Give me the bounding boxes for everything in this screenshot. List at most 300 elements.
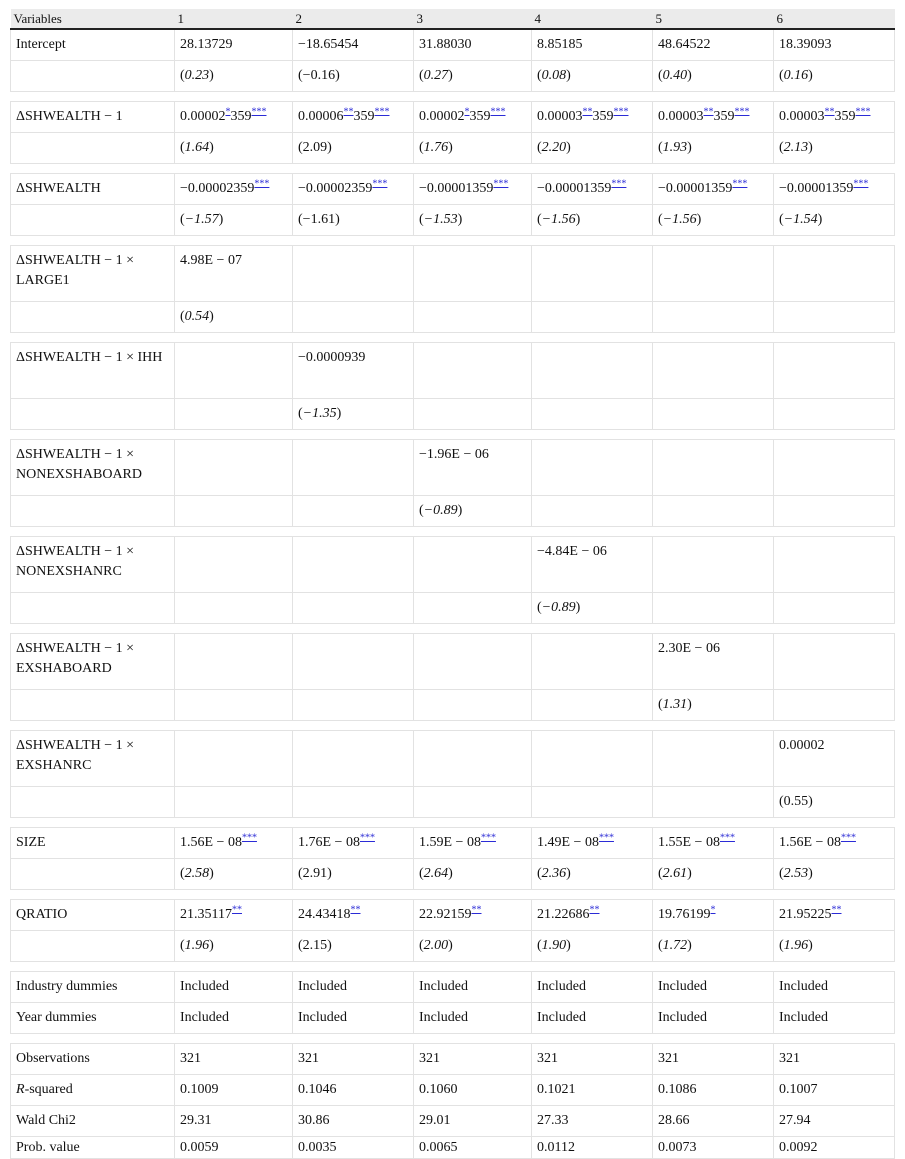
value-cell	[774, 731, 895, 787]
row-label	[11, 828, 175, 859]
t-statistic: 2.13	[783, 140, 809, 155]
row-label	[11, 900, 175, 931]
spacer-cell	[293, 962, 414, 972]
stat-row	[11, 1075, 895, 1106]
value-cell: (−1.54)	[774, 205, 895, 236]
coefficient	[298, 904, 361, 922]
value-cell	[293, 246, 414, 302]
value-cell	[532, 537, 653, 593]
significance-link[interactable]: **	[582, 106, 593, 118]
value-cell: (0.40)	[653, 61, 774, 92]
significance-link[interactable]: ***	[490, 106, 506, 118]
value-cell	[414, 399, 532, 430]
value-cell: (−1.56)	[532, 205, 653, 236]
spacer-cell	[11, 333, 175, 343]
value-cell	[653, 1075, 774, 1106]
value-cell: (1.96)	[774, 931, 895, 962]
coefficient-value-suffix: 359	[713, 109, 735, 124]
t-statistic: 2.15	[302, 938, 328, 953]
coefficient-value-suffix: 359	[834, 109, 856, 124]
coefficient-value: 2.30E − 06	[658, 641, 720, 656]
row-label-text: Intercept	[16, 37, 66, 52]
significance-link[interactable]: ***	[613, 106, 629, 118]
spacer-cell	[293, 92, 414, 102]
row-label	[11, 29, 175, 61]
row-label	[11, 690, 175, 721]
cell-value: 0.1086	[658, 1082, 697, 1097]
coefficient-value: 19.76199	[658, 907, 711, 922]
tstat-row	[11, 61, 895, 92]
spacer-cell	[11, 430, 175, 440]
spacer-cell	[414, 624, 532, 634]
header-model-3: 3	[414, 9, 532, 29]
value-cell	[293, 593, 414, 624]
value-cell	[414, 440, 532, 496]
significance-link[interactable]: ***	[840, 832, 856, 844]
value-cell	[774, 1106, 895, 1137]
spacer-cell	[532, 624, 653, 634]
significance-link[interactable]: ***	[359, 832, 375, 844]
value-cell	[293, 440, 414, 496]
value-cell: (1.96)	[175, 931, 293, 962]
row-label	[11, 787, 175, 818]
coefficient-value: 0.00003	[537, 109, 583, 124]
value-cell	[414, 102, 532, 133]
value-cell	[532, 787, 653, 818]
coefficient-row	[11, 343, 895, 399]
spacer-cell	[653, 92, 774, 102]
value-cell: (1.72)	[653, 931, 774, 962]
spacer-cell	[414, 1034, 532, 1044]
row-label	[11, 102, 175, 133]
spacer-cell	[532, 430, 653, 440]
t-statistic: 2.64	[423, 866, 449, 881]
value-cell	[532, 29, 653, 61]
value-cell	[293, 972, 414, 1003]
row-label	[11, 859, 175, 890]
value-cell	[414, 900, 532, 931]
cell-value: Included	[419, 979, 468, 994]
spacer-cell	[653, 430, 774, 440]
value-cell	[293, 1137, 414, 1159]
spacer-cell	[175, 962, 293, 972]
row-label-italic: R	[16, 1082, 25, 1097]
t-statistic: −1.57	[184, 212, 219, 227]
value-cell	[774, 246, 895, 302]
cell-value: 0.0059	[180, 1140, 219, 1155]
value-cell	[414, 1075, 532, 1106]
spacer-cell	[175, 818, 293, 828]
significance-link[interactable]: **	[350, 904, 361, 916]
spacer-cell	[653, 527, 774, 537]
significance-link[interactable]: ***	[372, 178, 388, 190]
significance-link[interactable]: ***	[374, 106, 390, 118]
value-cell	[175, 1003, 293, 1034]
row-label-text: ΔSHWEALTH − 1	[16, 109, 123, 124]
value-cell	[774, 1075, 895, 1106]
value-cell	[414, 1137, 532, 1159]
value-cell	[653, 1137, 774, 1159]
row-label-text: ΔSHWEALTH − 1 × EXSHANRC	[16, 738, 134, 773]
spacer-cell	[653, 721, 774, 731]
coefficient-value: −0.00001359	[419, 181, 494, 196]
value-cell	[532, 174, 653, 205]
row-label-text: Year dummies	[16, 1010, 97, 1025]
spacer-cell	[653, 333, 774, 343]
coefficient-value: 24.43418	[298, 907, 351, 922]
value-cell: (−0.89)	[532, 593, 653, 624]
significance-link[interactable]: ***	[719, 832, 735, 844]
coefficient-value: 1.59E − 08	[419, 835, 481, 850]
value-cell	[175, 1106, 293, 1137]
value-cell	[175, 690, 293, 721]
value-cell	[414, 246, 532, 302]
header-variables: Variables	[11, 9, 175, 29]
significance-link[interactable]: **	[589, 904, 600, 916]
tstat-row	[11, 859, 895, 890]
coefficient-value: 22.92159	[419, 907, 472, 922]
significance-link[interactable]: ***	[480, 832, 496, 844]
cell-value: 321	[298, 1051, 319, 1066]
spacer-cell	[653, 236, 774, 246]
cell-value: Included	[779, 1010, 828, 1025]
coefficient	[537, 37, 583, 52]
spacer-cell	[774, 236, 895, 246]
value-cell: (2.20)	[532, 133, 653, 164]
spacer-cell	[414, 962, 532, 972]
value-cell	[774, 828, 895, 859]
cell-value: 321	[419, 1051, 440, 1066]
spacer-cell	[774, 721, 895, 731]
spacer-cell	[11, 890, 175, 900]
value-cell: (1.90)	[532, 931, 653, 962]
value-cell	[653, 302, 774, 333]
value-cell	[653, 29, 774, 61]
coefficient-value: 0.00002	[779, 738, 825, 753]
cell-value: 27.94	[779, 1113, 811, 1128]
spacer-cell	[293, 430, 414, 440]
spacer-cell	[11, 624, 175, 634]
row-label	[11, 440, 175, 496]
spacer-cell	[11, 527, 175, 537]
coefficient-row	[11, 828, 895, 859]
significance-link[interactable]: *	[225, 106, 231, 118]
spacer-cell	[175, 624, 293, 634]
value-cell	[175, 537, 293, 593]
coefficient	[779, 178, 869, 196]
spacer-cell	[11, 236, 175, 246]
significance-link[interactable]: ***	[611, 178, 627, 190]
significance-link[interactable]: ***	[734, 106, 750, 118]
t-statistic: −0.16	[302, 68, 336, 83]
tstat-row	[11, 302, 895, 333]
spacer-cell	[293, 164, 414, 174]
cell-value: Included	[180, 979, 229, 994]
row-spacer	[11, 890, 895, 900]
significance-link[interactable]: **	[824, 106, 835, 118]
spacer-cell	[293, 721, 414, 731]
value-cell	[532, 102, 653, 133]
regression-table	[10, 9, 895, 1159]
coefficient-value-suffix: 359	[230, 109, 252, 124]
coefficient-value: 1.55E − 08	[658, 835, 720, 850]
t-statistic: 1.76	[423, 140, 449, 155]
value-cell: (0.55)	[774, 787, 895, 818]
coefficient-value-suffix: 359	[353, 109, 375, 124]
value-cell	[653, 634, 774, 690]
value-cell	[653, 174, 774, 205]
spacer-cell	[175, 890, 293, 900]
spacer-cell	[293, 890, 414, 900]
spacer-cell	[653, 1034, 774, 1044]
coefficient-value: 48.64522	[658, 37, 711, 52]
value-cell	[293, 302, 414, 333]
spacer-cell	[293, 624, 414, 634]
coefficient-value: 0.00002	[419, 109, 465, 124]
tstat-row	[11, 787, 895, 818]
significance-link[interactable]: **	[231, 904, 242, 916]
spacer-cell	[293, 1034, 414, 1044]
value-cell	[175, 343, 293, 399]
value-cell	[175, 1044, 293, 1075]
value-cell	[653, 399, 774, 430]
value-cell	[293, 828, 414, 859]
coefficient	[537, 178, 627, 196]
significance-link[interactable]: ***	[251, 106, 267, 118]
coefficient	[779, 37, 832, 52]
spacer-cell	[11, 962, 175, 972]
row-label	[11, 302, 175, 333]
spacer-cell	[774, 430, 895, 440]
value-cell	[414, 537, 532, 593]
cell-value: 321	[537, 1051, 558, 1066]
coefficient-row	[11, 174, 895, 205]
value-cell	[414, 731, 532, 787]
spacer-cell	[532, 527, 653, 537]
value-cell	[414, 1044, 532, 1075]
coefficient-value: −0.00002359	[298, 181, 373, 196]
coefficient	[779, 106, 871, 124]
value-cell	[653, 343, 774, 399]
cell-value: 27.33	[537, 1113, 569, 1128]
spacer-cell	[414, 236, 532, 246]
row-spacer	[11, 92, 895, 102]
stat-row	[11, 972, 895, 1003]
significance-link[interactable]: ***	[493, 178, 509, 190]
cell-value: 29.01	[419, 1113, 451, 1128]
value-cell: (2.61)	[653, 859, 774, 890]
value-cell	[414, 972, 532, 1003]
significance-link[interactable]: ***	[853, 178, 869, 190]
spacer-cell	[532, 333, 653, 343]
value-cell	[653, 900, 774, 931]
value-cell	[414, 828, 532, 859]
spacer-cell	[175, 721, 293, 731]
t-statistic: −1.56	[541, 212, 576, 227]
cell-value: Included	[537, 1010, 586, 1025]
row-label	[11, 593, 175, 624]
value-cell	[774, 496, 895, 527]
significance-link[interactable]: *	[710, 904, 716, 916]
coefficient-value: 18.39093	[779, 37, 832, 52]
row-label-text: Wald Chi2	[16, 1113, 76, 1128]
value-cell	[175, 900, 293, 931]
value-cell	[293, 1003, 414, 1034]
coefficient-value: −0.0000939	[298, 350, 366, 365]
significance-link[interactable]: *	[464, 106, 470, 118]
value-cell	[293, 496, 414, 527]
value-cell	[774, 900, 895, 931]
row-label	[11, 133, 175, 164]
spacer-cell	[175, 527, 293, 537]
spacer-cell	[653, 624, 774, 634]
row-spacer	[11, 333, 895, 343]
row-label-text: ΔSHWEALTH − 1 × NONEXSHANRC	[16, 544, 134, 579]
spacer-cell	[532, 1034, 653, 1044]
t-statistic: 1.90	[541, 938, 567, 953]
spacer-cell	[175, 430, 293, 440]
header-model-5: 5	[653, 9, 774, 29]
value-cell	[175, 828, 293, 859]
row-spacer	[11, 164, 895, 174]
spacer-cell	[774, 818, 895, 828]
significance-link[interactable]: **	[343, 106, 354, 118]
cell-value: 321	[180, 1051, 201, 1066]
coefficient	[419, 832, 496, 850]
significance-link[interactable]: **	[831, 904, 842, 916]
t-statistic: 0.16	[783, 68, 809, 83]
spacer-cell	[774, 164, 895, 174]
t-statistic: 1.96	[783, 938, 809, 953]
row-label	[11, 1075, 175, 1106]
value-cell	[414, 302, 532, 333]
value-cell	[293, 634, 414, 690]
value-cell	[414, 29, 532, 61]
cell-value: 0.0112	[537, 1140, 575, 1155]
significance-link[interactable]: ***	[254, 178, 270, 190]
spacer-cell	[414, 721, 532, 731]
value-cell	[532, 496, 653, 527]
value-cell	[293, 537, 414, 593]
t-statistic: −1.53	[423, 212, 458, 227]
value-cell	[175, 1075, 293, 1106]
value-cell	[774, 302, 895, 333]
significance-link[interactable]: ***	[855, 106, 871, 118]
row-label	[11, 399, 175, 430]
spacer-cell	[293, 236, 414, 246]
value-cell: (−1.57)	[175, 205, 293, 236]
row-label-text: ΔSHWEALTH − 1 × EXSHABOARD	[16, 641, 134, 676]
coefficient-value: 31.88030	[419, 37, 472, 52]
coefficient	[419, 447, 489, 462]
value-cell	[774, 972, 895, 1003]
t-statistic: 1.93	[662, 140, 688, 155]
significance-link[interactable]: **	[471, 904, 482, 916]
coefficient-row	[11, 440, 895, 496]
coefficient	[779, 904, 842, 922]
row-label	[11, 972, 175, 1003]
row-label	[11, 343, 175, 399]
row-label	[11, 634, 175, 690]
value-cell	[653, 1106, 774, 1137]
value-cell	[293, 1075, 414, 1106]
cell-value: 0.1021	[537, 1082, 576, 1097]
value-cell	[532, 399, 653, 430]
coefficient-value: 1.76E − 08	[298, 835, 360, 850]
row-label	[11, 1137, 175, 1159]
significance-link[interactable]: **	[703, 106, 714, 118]
value-cell	[653, 1044, 774, 1075]
value-cell	[532, 900, 653, 931]
coefficient	[298, 832, 375, 850]
row-label	[11, 496, 175, 527]
t-statistic: 1.64	[184, 140, 210, 155]
value-cell: (2.09)	[293, 133, 414, 164]
value-cell	[293, 174, 414, 205]
row-label-text: ΔSHWEALTH − 1 × NONEXSHABOARD	[16, 447, 143, 482]
row-label-text: ΔSHWEALTH − 1 × LARGE1	[16, 253, 134, 288]
value-cell: (2.58)	[175, 859, 293, 890]
cell-value: Included	[537, 979, 586, 994]
spacer-cell	[414, 527, 532, 537]
spacer-cell	[653, 818, 774, 828]
spacer-cell	[532, 164, 653, 174]
coefficient-value: 21.35117	[180, 907, 232, 922]
value-cell	[293, 900, 414, 931]
coefficient-row	[11, 246, 895, 302]
coefficient-value: −18.65454	[298, 37, 359, 52]
coefficient	[180, 106, 267, 124]
stat-row	[11, 1106, 895, 1137]
value-cell	[774, 29, 895, 61]
value-cell	[774, 399, 895, 430]
spacer-cell	[414, 430, 532, 440]
coefficient	[537, 832, 614, 850]
coefficient	[180, 904, 242, 922]
significance-link[interactable]: ***	[732, 178, 748, 190]
row-label-text: QRATIO	[16, 907, 68, 922]
t-statistic: −1.61	[302, 212, 336, 227]
spacer-cell	[774, 333, 895, 343]
significance-link[interactable]: ***	[241, 832, 257, 844]
value-cell	[653, 1003, 774, 1034]
spacer-cell	[774, 92, 895, 102]
value-cell: (2.36)	[532, 859, 653, 890]
coefficient	[537, 106, 629, 124]
spacer-cell	[293, 333, 414, 343]
cell-value: Included	[658, 1010, 707, 1025]
row-label	[11, 1106, 175, 1137]
value-cell	[175, 1137, 293, 1159]
coefficient-value: 0.00002	[180, 109, 226, 124]
t-statistic: −0.89	[423, 503, 458, 518]
coefficient-value: 21.22686	[537, 907, 590, 922]
coefficient-row	[11, 102, 895, 133]
stat-row	[11, 1003, 895, 1034]
spacer-cell	[774, 527, 895, 537]
coefficient	[537, 544, 607, 559]
cell-value: Included	[298, 1010, 347, 1025]
significance-link[interactable]: ***	[598, 832, 614, 844]
coefficient	[419, 106, 506, 124]
coefficient-value: 0.00003	[658, 109, 704, 124]
t-statistic: 0.55	[783, 794, 809, 809]
coefficient	[298, 350, 365, 365]
header-model-2: 2	[293, 9, 414, 29]
tstat-row	[11, 690, 895, 721]
row-label-text: SIZE	[16, 835, 46, 850]
t-statistic: 2.00	[423, 938, 449, 953]
